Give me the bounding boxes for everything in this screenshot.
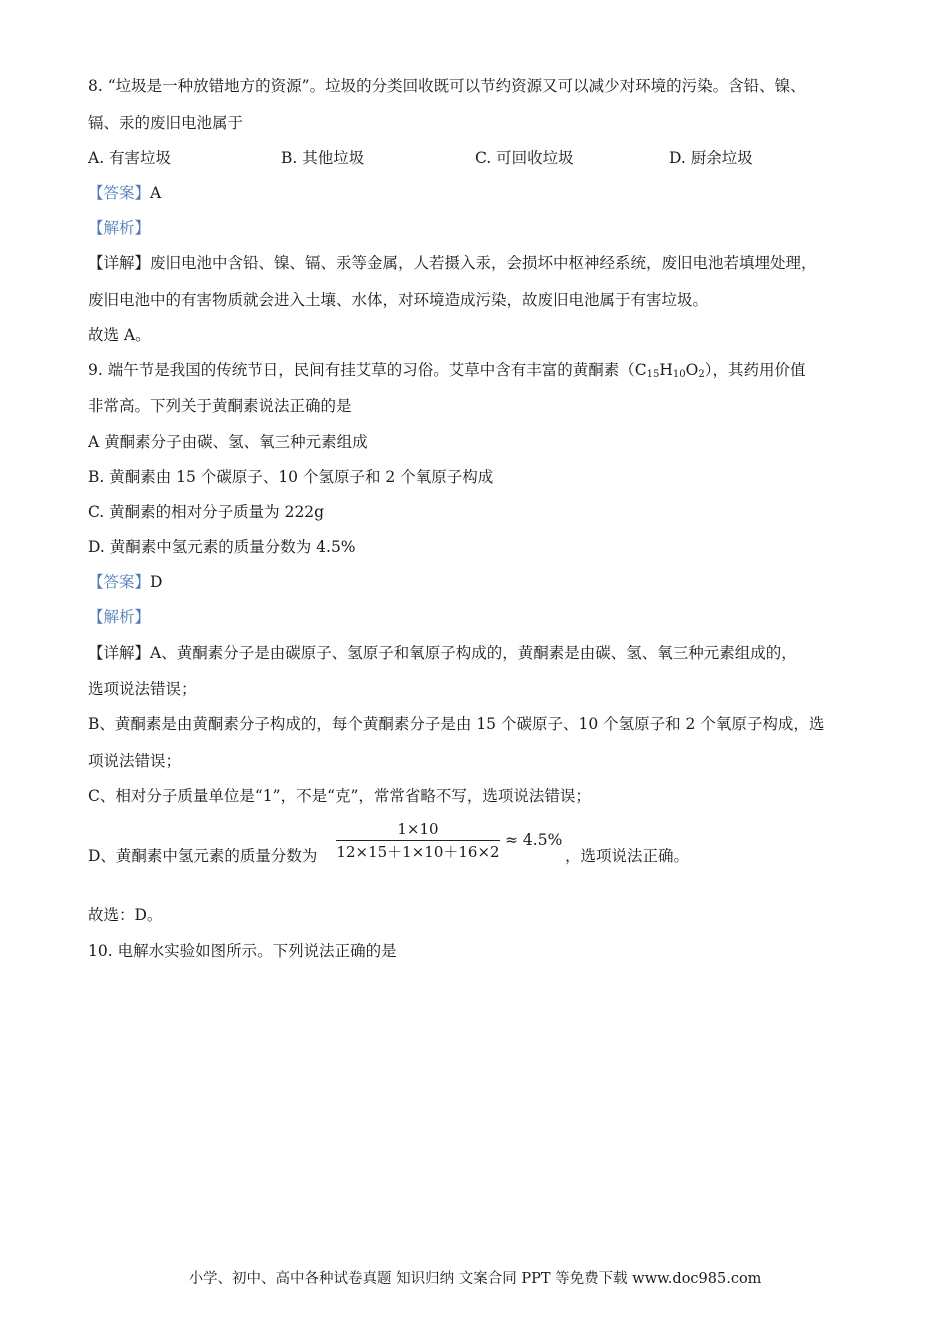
analysis-tag: 【解析】 [88, 608, 151, 626]
q9-detail-d-pre: D、黄酮素中氢元素的质量分数为 [88, 847, 318, 865]
q10-stem: 10. 电解水实验如图所示。下列说法正确的是 [88, 942, 397, 960]
q9-detail-c: C、相对分子质量单位是“1”，不是“克”，常常省略不写，选项说法错误； [88, 787, 591, 805]
detail-tag: 【详解】 [88, 644, 151, 662]
answer-tag: 【答案】 [88, 184, 151, 202]
q9-detail-b-line1: B、黄酮素是由黄酮素分子构成的，每个黄酮素分子是由 15 个碳原子、10 个氢原子和 2 个氧原子构成，选 [88, 715, 825, 733]
q9-detail-b-line2: 项说法错误； [88, 752, 182, 770]
q9-conclusion: 故选：D。 [88, 906, 163, 924]
answer-tag: 【答案】 [88, 573, 151, 591]
q9-option-c: C. 黄酮素的相对分子质量为 222g [88, 503, 325, 521]
q8-analysis [88, 218, 150, 238]
detail-tag: 【详解】 [88, 254, 151, 272]
q9-answer [88, 572, 162, 592]
q9-option-b: B. 黄酮素由 15 个碳原子、10 个氢原子和 2 个氧原子构成 [88, 468, 494, 486]
q8-option-d: D. 厨余垃圾 [669, 149, 753, 167]
detail-text: 废旧电池中含铅、镍、镉、汞等金属，人若摄入汞，会损坏中枢神经系统，废旧电池若填埋处理， [150, 254, 817, 272]
q8-detail-line1 [88, 253, 817, 273]
page-footer: 小学、初中、高中各种试卷真题 知识归纳 文案合同 PPT 等免费下载 www.doc985.com [188, 1271, 762, 1287]
q9-stem-pre: 9. 端午节是我国的传统节日，民间有挂艾草的习俗。艾草中含有丰富的黄酮素（ [88, 361, 635, 379]
q9-detail-d-post: ，选项说法正确。 [565, 847, 690, 865]
q9-stem-line1 [88, 360, 805, 380]
fraction-denominator: 12×15＋1×10＋16×2 [336, 843, 500, 861]
q8-option-c: C. 可回收垃圾 [475, 149, 574, 167]
q8-stem-line2: 镉、汞的废旧电池属于 [88, 114, 244, 132]
approx-result: ≈ 4.5% [505, 831, 563, 849]
q8-option-b: B. 其他垃圾 [281, 149, 365, 167]
mass-fraction-formula [334, 818, 502, 863]
q9-option-d: D. 黄酮素中氢元素的质量分数为 4.5% [88, 538, 356, 556]
q9-detail-a-line2: 选项说法错误； [88, 680, 197, 698]
q9-analysis [88, 607, 150, 627]
q9-option-a: A 黄酮素分子由碳、氢、氧三种元素组成 [88, 433, 368, 451]
q9-stem-post: ），其药用价值 [704, 361, 806, 379]
analysis-tag: 【解析】 [88, 219, 151, 237]
q8-detail-line2: 废旧电池中的有害物质就会进入土壤、水体，对环境造成污染，故废旧电池属于有害垃圾。 [88, 291, 709, 309]
q8-option-a: A. 有害垃圾 [88, 149, 172, 167]
detail-text: A、黄酮素分子是由碳原子、氢原子和氧原子构成的，黄酮素是由碳、氢、氧三种元素组成的， [150, 644, 797, 662]
q9-detail-a-line1 [88, 643, 797, 663]
answer-value: D [150, 573, 163, 591]
q8-stem-line1: 8. “垃圾是一种放错地方的资源”。垃圾的分类回收既可以节约资源又可以减少对环境的污染。含铅、镍、 [88, 77, 806, 95]
fraction-numerator: 1×10 [397, 820, 439, 838]
q9-stem-line2: 非常高。下列关于黄酮素说法正确的是 [88, 397, 352, 415]
chemical-formula: $C_{15}H_{10}O_2$ [634, 361, 705, 380]
q8-conclusion: 故选 A。 [88, 326, 151, 344]
q8-answer [88, 183, 161, 203]
answer-value: A [150, 184, 162, 202]
